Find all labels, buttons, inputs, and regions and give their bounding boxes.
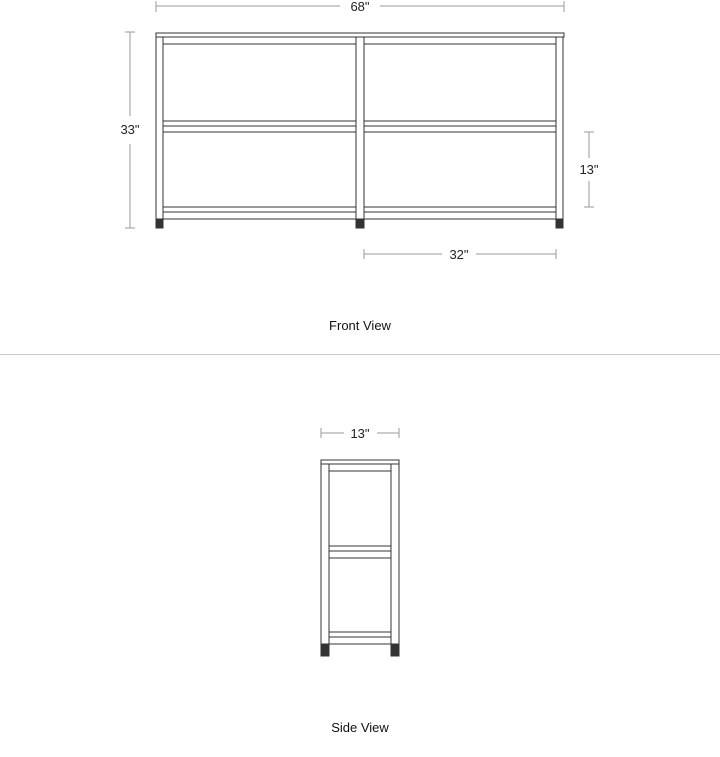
middle-shelf-left [163, 121, 356, 126]
front-view-caption: Front View [329, 318, 391, 333]
middle-rail-left [163, 126, 356, 132]
depth-label: 13" [350, 426, 370, 441]
side-middle-shelf [329, 546, 391, 551]
right-post [556, 37, 563, 228]
right-foot [556, 219, 563, 228]
bottom-shelf-left [163, 207, 356, 212]
top-rail-right [364, 37, 556, 44]
bottom-rail-right [364, 212, 556, 219]
front-shelf-drawing [156, 33, 564, 228]
side-back-foot [391, 644, 399, 656]
side-view-caption: Side View [331, 720, 389, 735]
left-post [156, 37, 163, 228]
middle-rail-right [364, 126, 556, 132]
bottom-shelf-right [364, 207, 556, 212]
side-shelf-drawing [321, 460, 399, 656]
side-bottom-rail [329, 637, 391, 644]
side-top-slab [321, 460, 399, 464]
side-view [321, 426, 399, 735]
front-view [120, 0, 598, 333]
side-back-post [391, 464, 399, 656]
side-front-post [321, 464, 329, 656]
middle-foot [356, 219, 364, 228]
height-label: 33" [120, 122, 140, 137]
left-foot [156, 219, 163, 228]
middle-post [356, 37, 364, 228]
bay-width-label: 32" [449, 247, 469, 262]
middle-shelf-right [364, 121, 556, 126]
top-rail-left [163, 37, 356, 44]
side-front-foot [321, 644, 329, 656]
side-middle-rail [329, 551, 391, 558]
side-bottom-shelf [329, 632, 391, 637]
shelf-gap-label: 13" [579, 162, 599, 177]
side-top-rail [329, 464, 391, 471]
top-slab [156, 33, 564, 37]
width-label: 68" [350, 0, 370, 14]
bottom-rail-left [163, 212, 356, 219]
